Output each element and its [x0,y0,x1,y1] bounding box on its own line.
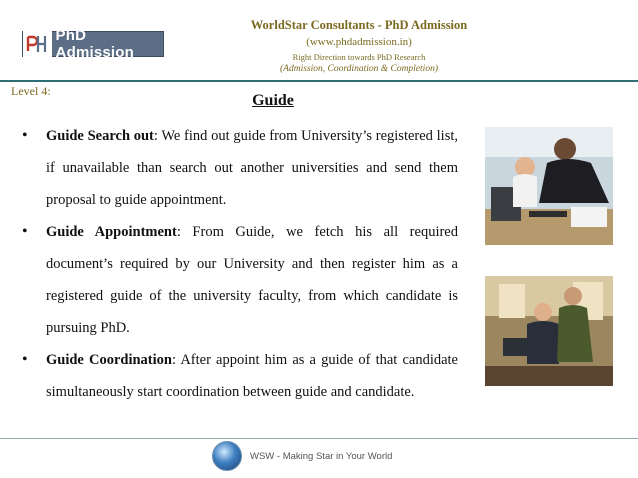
slide-title: Guide [252,92,294,109]
bullet-dot-icon: • [22,351,28,368]
bullet-heading: Guide Coordination [46,352,172,368]
bullet-dot-icon: • [22,127,28,144]
footer-divider [0,438,638,439]
logo-text: PhD Admission [55,27,135,61]
bullet-list [22,120,458,408]
bullet-item [22,120,458,216]
office-meeting-photo [485,127,613,245]
business-people-photo [485,276,613,386]
globe-icon [212,441,242,471]
bullet-dot-icon: • [22,223,28,240]
phd-admission-logo [22,27,164,61]
bullet-heading: Guide Search out [46,128,154,144]
bullet-text: : After appoint him as a guide of that candidate simultaneously start coordination between guide and candidate. [46,352,458,400]
header-org-title: WorldStar Consultants - PhD Admission [250,18,468,32]
header-url: (www.phdadmission.in) [306,36,412,48]
header-tagline: Right Direction towards PhD Research [292,52,426,62]
bullet-item [22,216,458,344]
bullet-text: : We find out guide from University’s registered list, if unavailable than search out another universities and send them proposal to guide appointment. [46,128,458,208]
bullet-heading: Guide Appointment [46,224,177,240]
header-subtitle: (Admission, Coordination & Completion) [280,64,438,74]
header-divider [0,80,638,82]
bullet-text: : From Guide, we fetch his all required document’s required by our University and then register him as a registered guide of the university faculty, from which candidate is pursuing PhD. [46,224,458,336]
level-label: Level 4: [11,84,51,98]
footer-text: WSW - Making Star in Your World [250,451,393,462]
bullet-item [22,344,458,408]
phd-logo-icon [23,31,52,57]
